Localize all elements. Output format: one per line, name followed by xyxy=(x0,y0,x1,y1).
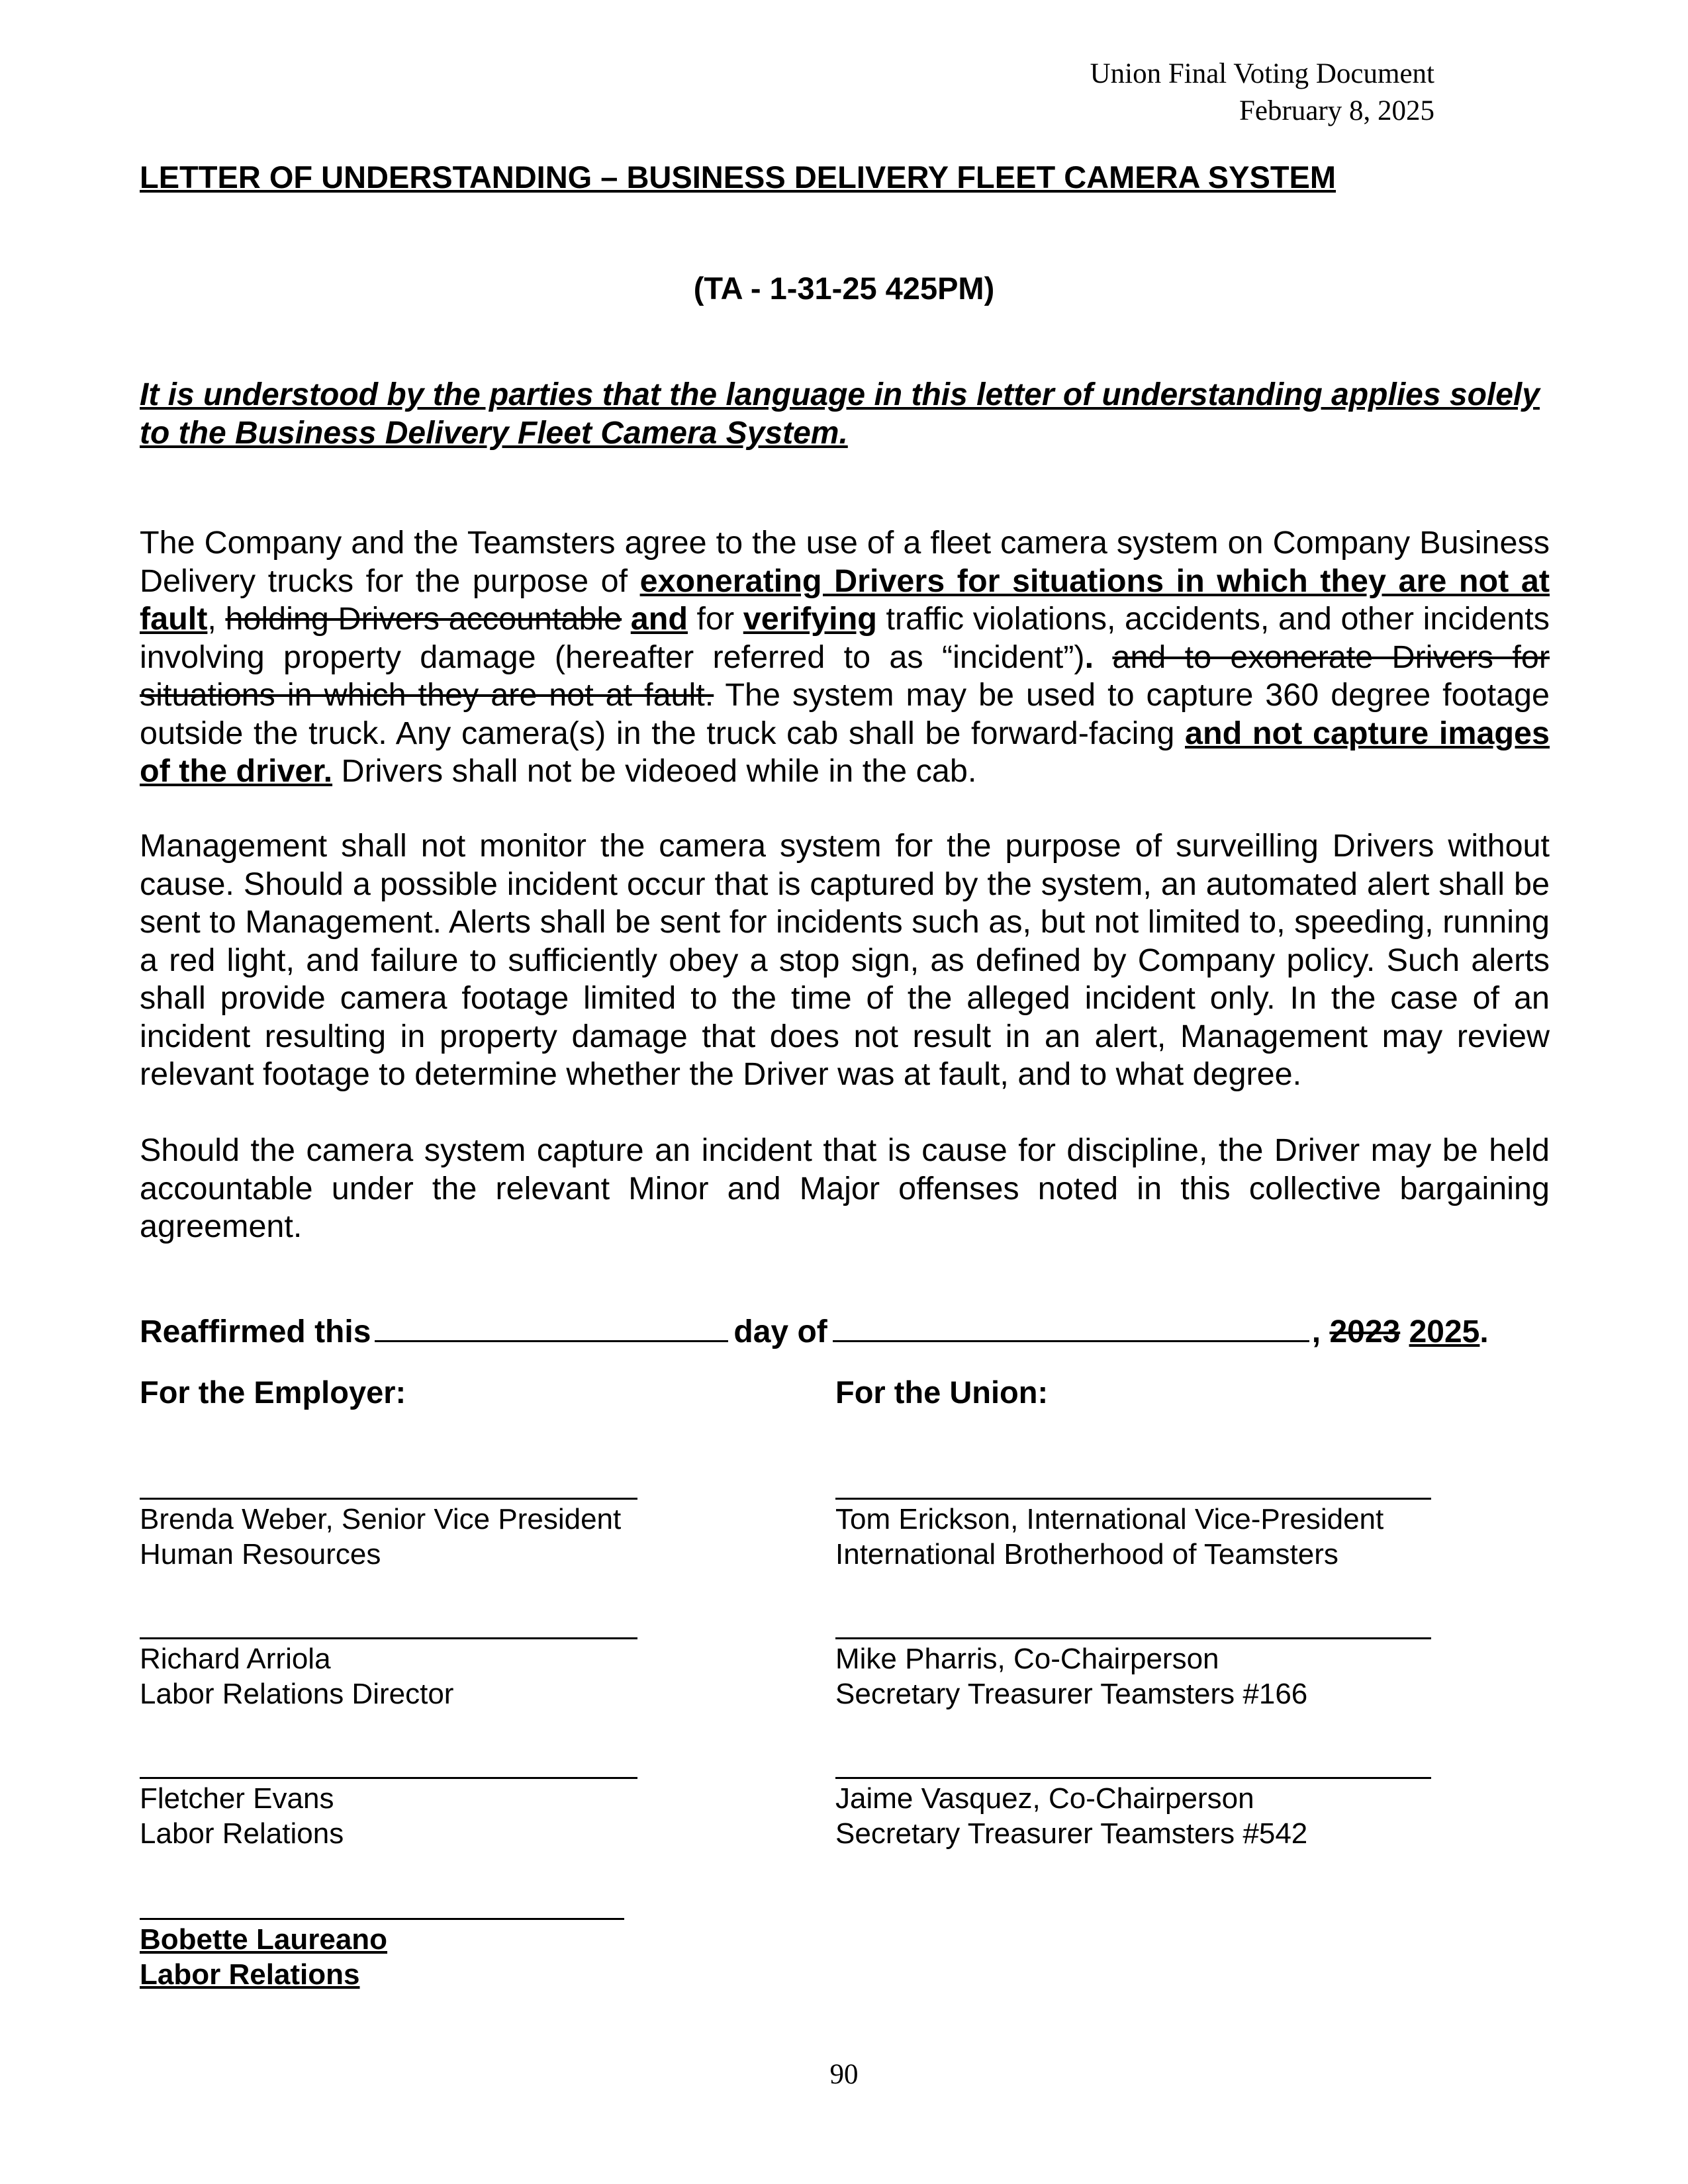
signature-line[interactable] xyxy=(835,1637,1431,1639)
employer-signer-3 xyxy=(140,1781,344,1851)
signer-title: International Brotherhood of Teamsters xyxy=(835,1538,1338,1570)
signature-line[interactable] xyxy=(140,1777,637,1779)
signer-title: Labor Relations xyxy=(140,1817,344,1850)
signature-line[interactable] xyxy=(140,1918,624,1920)
deleted-text: holding Drivers accountable xyxy=(225,601,622,637)
union-signer-1 xyxy=(835,1502,1383,1572)
deleted-text: and to exonerate Drivers for situations in which they are not at fault. xyxy=(140,639,1550,713)
union-signer-2 xyxy=(835,1641,1307,1711)
intro-statement: It is understood by the parties that the language in this letter of understanding applies solely to the Business Delivery Fleet Camera System. xyxy=(140,377,1540,451)
text-run: The Company and the Teamsters agree to the use of a fleet camera system on Company Business Delivery trucks for the purpose of xyxy=(140,525,1550,599)
document-title: LETTER OF UNDERSTANDING – BUSINESS DELIVERY FLEET CAMERA SYSTEM xyxy=(140,159,1336,195)
paragraph-monitoring: Management shall not monitor the camera system for the purpose of surveilling Drivers without cause. Should a possible incident occur that is captured by the system, an automated alert shall be sent to Management. Alerts shall be sent for incidents such as, but not limited to, speeding, running a red light, and failure to sufficiently obey a stop sign, as defined by Company policy. Such alerts shall provide camera footage limited to the time of the alleged incident only. In the case of an incident resulting in property damage that does not result in an alert, Management may review relevant footage to determine whether the Driver was at fault, and to what degree. xyxy=(140,828,1550,1092)
inserted-text: verifying xyxy=(743,601,877,637)
signer-title: Labor Relations xyxy=(140,1958,360,1991)
inserted-year: 2025 xyxy=(1409,1314,1480,1349)
text-run xyxy=(1094,639,1112,675)
day-blank-field[interactable] xyxy=(375,1314,728,1342)
reaffirmed-line xyxy=(140,1314,1489,1350)
deleted-year: 2023 xyxy=(1329,1314,1401,1349)
paragraph-discipline: Should the camera system capture an incident that is cause for discipline, the Driver may be held accountable under the relevant Minor and Major offenses noted in this collective bargaining agreement. xyxy=(140,1132,1550,1244)
employer-signer-4 xyxy=(140,1922,387,1992)
signature-line[interactable] xyxy=(140,1498,637,1500)
signature-line[interactable] xyxy=(835,1498,1431,1500)
signer-title: Secretary Treasurer Teamsters #166 xyxy=(835,1678,1308,1710)
document-header xyxy=(1090,56,1434,130)
signer-name: Bobette Laureano xyxy=(140,1923,388,1956)
reaffirm-middle: day of xyxy=(733,1314,827,1349)
signer-name: Richard Arriola xyxy=(140,1643,331,1675)
signer-title: Human Resources xyxy=(140,1538,381,1570)
signer-name: Tom Erickson, International Vice-President xyxy=(835,1503,1384,1535)
signer-name: Fletcher Evans xyxy=(140,1782,334,1815)
union-heading: For the Union: xyxy=(835,1375,1049,1410)
employer-signer-2 xyxy=(140,1641,453,1711)
text-run xyxy=(622,601,631,637)
text-run: Drivers shall not be videoed while in the cab. xyxy=(332,753,977,789)
inserted-text: exonerating Drivers for situations in which they are not at fault xyxy=(140,563,1550,637)
inserted-text: . xyxy=(1084,639,1094,675)
employer-signer-1 xyxy=(140,1502,621,1572)
reaffirm-prefix: Reaffirmed this xyxy=(140,1314,371,1349)
signature-line[interactable] xyxy=(140,1637,637,1639)
text-run: The system may be used to capture 360 degree footage outside the truck. Any camera(s) in the truck cab shall be forward-facing xyxy=(140,677,1550,751)
text-run: traffic violations, accidents, and other incidents involving property damage (hereafter referred to as “incident”) xyxy=(140,601,1550,675)
signer-name: Jaime Vasquez, Co-Chairperson xyxy=(835,1782,1254,1815)
paragraph-purpose xyxy=(140,524,1550,791)
text-run: , xyxy=(207,601,226,637)
signer-title: Labor Relations Director xyxy=(140,1678,454,1710)
union-signer-3 xyxy=(835,1781,1307,1851)
reaffirm-comma: , xyxy=(1311,1314,1321,1349)
tentative-agreement-line: (TA - 1-31-25 425PM) xyxy=(693,271,995,306)
signer-name: Brenda Weber, Senior Vice President xyxy=(140,1503,622,1535)
reaffirm-period: . xyxy=(1479,1314,1489,1349)
inserted-text: and not capture images of the driver. xyxy=(140,715,1550,789)
signer-title: Secretary Treasurer Teamsters #542 xyxy=(835,1817,1308,1850)
signer-name: Mike Pharris, Co-Chairperson xyxy=(835,1643,1219,1675)
page-number: 90 xyxy=(829,2059,859,2090)
inserted-text: and xyxy=(630,601,688,637)
document-date: February 8, 2025 xyxy=(1239,95,1434,126)
document-status-label: Union Final Voting Document xyxy=(1090,58,1434,89)
employer-heading: For the Employer: xyxy=(140,1375,406,1410)
text-run: for xyxy=(687,601,743,637)
month-blank-field[interactable] xyxy=(833,1314,1309,1342)
signature-line[interactable] xyxy=(835,1777,1431,1779)
